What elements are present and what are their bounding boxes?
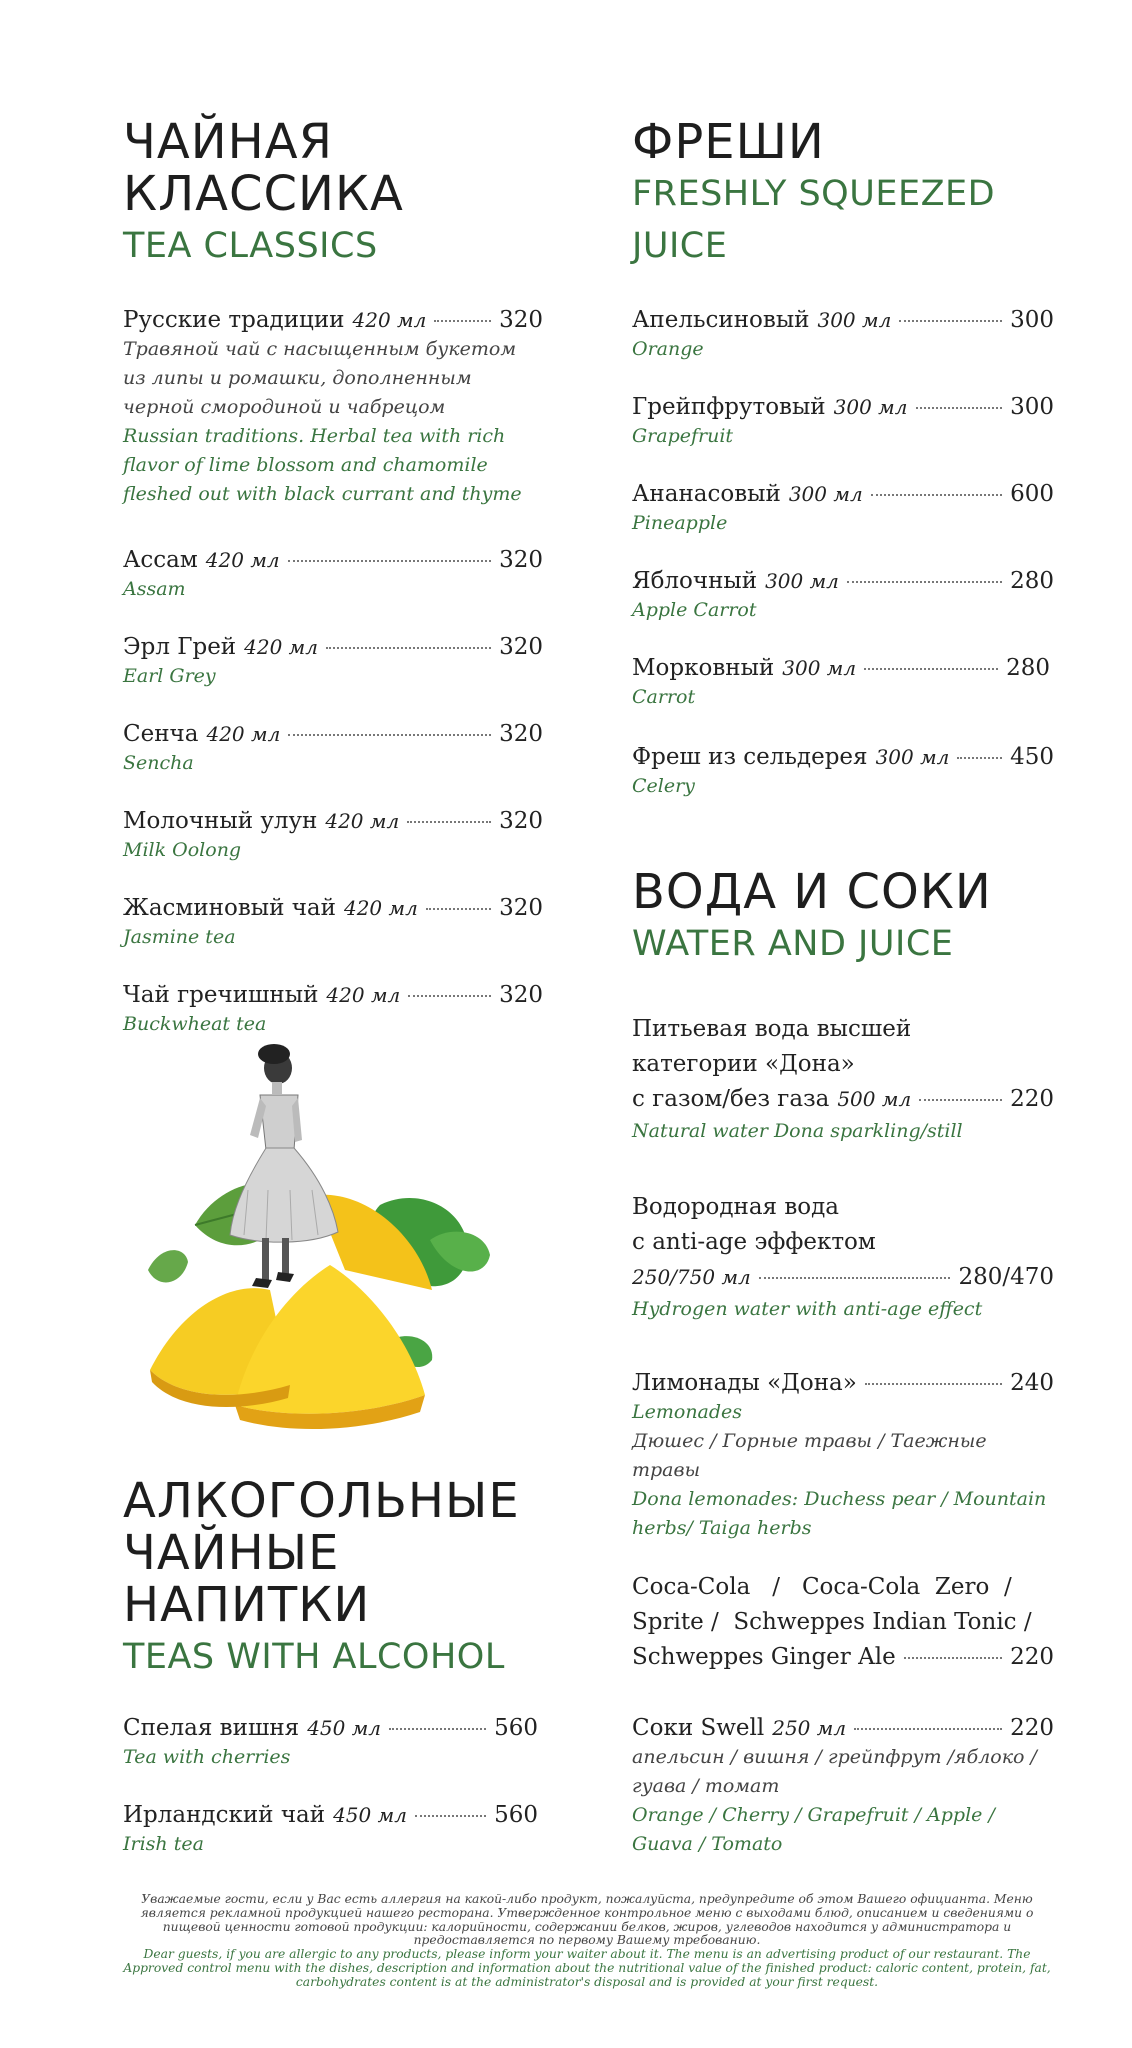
item-name: Русские традиции: [123, 307, 345, 333]
item-name: Яблочный: [632, 568, 758, 594]
menu-item: [123, 633, 543, 690]
item-name: Апельсиновый: [632, 307, 810, 333]
leader-dots: [415, 1815, 486, 1817]
item-flavors-ru: Дюшес / Горные травы / Таежные травы: [632, 1430, 987, 1481]
section-title-ru: ЧАЙНЫЕ: [123, 1525, 340, 1581]
fresh-juice-heading: [632, 116, 1054, 272]
leader-dots: [864, 668, 998, 670]
item-name-en: Apple Carrot: [632, 599, 757, 621]
item-name-en: Assam: [123, 578, 186, 600]
item-name-en: Sencha: [123, 752, 194, 774]
item-volume: 420 мл: [244, 635, 318, 659]
item-volume: 250 мл: [772, 1716, 847, 1740]
item-name: Ананасовый: [632, 481, 781, 507]
item-flavors-ru: апельсин / вишня / грейпфрут /яблоко / гуава / томат: [632, 1746, 1037, 1797]
item-name: Грейпфрутовый: [632, 394, 826, 420]
woman-bodice: [260, 1095, 298, 1150]
item-price: 600: [1010, 481, 1054, 507]
section-title-en: FRESHLY SQUEEZED: [632, 174, 996, 214]
item-volume: 420 мл: [343, 896, 418, 920]
item-name-en: Carrot: [632, 686, 696, 708]
menu-item: [632, 1570, 1054, 1675]
item-volume: 420 мл: [325, 809, 400, 833]
item-volume: 450 мл: [307, 1716, 382, 1740]
item-name-en: Orange: [632, 338, 704, 360]
item-price: 320: [499, 808, 543, 834]
item-name: Чай гречишный: [123, 982, 319, 1008]
tea-classics-heading: [123, 116, 543, 272]
item-volume: 420 мл: [352, 308, 427, 332]
item-name-en: Lemonades: [632, 1401, 743, 1423]
item-price: 220: [1010, 1644, 1054, 1670]
item-price: 560: [494, 1715, 538, 1741]
item-name-en: Pineapple: [632, 512, 728, 534]
item-name-en: Jasmine tea: [123, 926, 236, 948]
item-name: Водородная вода: [632, 1194, 840, 1220]
item-name: Schweppes Ginger Ale: [632, 1644, 896, 1670]
item-volume: 420 мл: [326, 983, 401, 1007]
item-price: 320: [499, 307, 543, 333]
item-description-en: Russian traditions. Herbal tea with rich flavor of lime blossom and chamomile fleshed out with black currant and thyme: [123, 425, 522, 505]
item-name: Ирландский чай: [123, 1802, 326, 1828]
menu-item: [123, 306, 543, 509]
item-name: Морковный: [632, 655, 775, 681]
item-price: 300: [1010, 307, 1054, 333]
leader-dots: [919, 1099, 1002, 1101]
item-name: Молочный улун: [123, 808, 318, 834]
section-title-ru: КЛАССИКА: [123, 166, 404, 222]
leader-dots: [847, 581, 1002, 583]
section-title-en: JUICE: [632, 226, 728, 266]
menu-item: [632, 1714, 1054, 1859]
woman-skirt: [230, 1148, 338, 1242]
leader-dots: [288, 560, 491, 562]
item-name: Соки Swell: [632, 1715, 765, 1741]
leader-dots: [904, 1657, 1002, 1659]
section-title-en: TEAS WITH ALCOHOL: [123, 1637, 505, 1677]
menu-item: [123, 807, 543, 864]
menu-item: [632, 480, 1054, 537]
menu-item: [632, 1190, 1054, 1323]
section-title-en: TEA CLASSICS: [123, 226, 378, 266]
item-name: Сенча: [123, 721, 199, 747]
leaf-small: [148, 1250, 188, 1282]
item-volume: 300 мл: [788, 482, 863, 506]
menu-item: [632, 1012, 1054, 1145]
disclaimer-en: Dear guests, if you are allergic to any products, please inform your waiter about it. The menu is an advertising product of our restaurant. The Approved control menu with the dishes, description and information about the nutritional value of the finished product: caloric content, protein, fat, carbohydrates content is at the administrator's disposal and is provided at your first request.: [123, 1947, 1051, 1989]
item-name: с anti-age эффектом: [632, 1229, 876, 1255]
item-price: 220: [1010, 1086, 1054, 1112]
pineapple-woman-illustration: [140, 1040, 520, 1470]
item-volume: 420 мл: [205, 548, 280, 572]
item-name-en: Hydrogen water with anti-age effect: [632, 1298, 983, 1320]
item-price: 320: [499, 634, 543, 660]
item-name: Sprite / Schweppes Indian Tonic /: [632, 1609, 1032, 1635]
item-price: 240: [1010, 1370, 1054, 1396]
item-volume: 300 мл: [782, 656, 857, 680]
leader-dots: [899, 320, 1002, 322]
item-name: Эрл Грей: [123, 634, 237, 660]
item-name-en: Grapefruit: [632, 425, 734, 447]
item-flavors-en: Dona lemonades: Duchess pear / Mountain herbs/ Taiga herbs: [632, 1488, 1047, 1539]
item-name: Coca-Cola / Coca-Cola Zero /: [632, 1574, 1012, 1600]
section-title-ru: НАПИТКИ: [123, 1577, 371, 1633]
item-name: с газом/без газа: [632, 1086, 830, 1112]
leader-dots: [434, 320, 491, 322]
menu-item: [632, 654, 1050, 711]
item-price: 320: [499, 547, 543, 573]
menu-item: [123, 894, 543, 951]
leader-dots: [407, 821, 491, 823]
leader-dots: [326, 647, 491, 649]
menu-item: [632, 393, 1054, 450]
item-name: Жасминовый чай: [123, 895, 336, 921]
item-name: Ассам: [123, 547, 198, 573]
leader-dots: [854, 1728, 1002, 1730]
item-price: 320: [499, 895, 543, 921]
item-price: 280: [1006, 655, 1050, 681]
leader-dots: [408, 995, 491, 997]
item-price: 300: [1010, 394, 1054, 420]
item-volume: 300 мл: [817, 308, 892, 332]
menu-item: [632, 306, 1054, 363]
menu-item: [123, 1714, 538, 1771]
item-flavors-en: Orange / Cherry / Grapefruit / Apple / Guava / Tomato: [632, 1804, 995, 1855]
menu-item: [123, 720, 543, 777]
section-title-ru: ВОДА И СОКИ: [632, 864, 992, 920]
allergy-disclaimer: [122, 1893, 1052, 1990]
section-title-ru: ФРЕШИ: [632, 114, 825, 170]
menu-item: [632, 1369, 1054, 1543]
item-name: Лимонады «Дона»: [632, 1370, 857, 1396]
item-volume: 300 мл: [875, 745, 950, 769]
leader-dots: [871, 494, 1002, 496]
menu-item: [123, 546, 543, 603]
section-title-en: WATER AND JUICE: [632, 924, 954, 964]
item-name-en: Milk Oolong: [123, 839, 242, 861]
item-name-en: Tea with cherries: [123, 1746, 291, 1768]
menu-item: [632, 743, 1054, 800]
item-description-ru: Травяной чай с насыщенным букетом из липы и ромашки, дополненным черной смородиной и чабрецом: [123, 338, 517, 418]
item-name: Фреш из сельдерея: [632, 744, 868, 770]
item-price: 450: [1010, 744, 1054, 770]
item-name-en: Irish tea: [123, 1833, 204, 1855]
woman-legs: [262, 1238, 269, 1280]
illustration-image: [140, 1040, 520, 1470]
item-price: 220: [1010, 1715, 1054, 1741]
leader-dots: [288, 734, 491, 736]
item-name-en: Buckwheat tea: [123, 1013, 267, 1035]
item-volume: 300 мл: [765, 569, 839, 593]
item-price: 560: [494, 1802, 538, 1828]
leader-dots: [916, 407, 1003, 409]
disclaimer-ru: Уважаемые гости, если у Вас есть аллергия на какой-либо продукт, пожалуйста, предупредите об этом Вашего официанта. Меню является рекламной продукцией нашего ресторана. Утвержденное контрольное меню с выходами блюд, описанием и сведениями о пищевой ценности готовой продукции: калорийности, содержании белков, жиров, углеводов находится у администратора и предоставляется по первому Вашему требованию.: [140, 1892, 1034, 1948]
leader-dots: [759, 1277, 951, 1279]
item-volume: 420 мл: [206, 722, 281, 746]
section-title-ru: ЧАЙНАЯ: [123, 114, 333, 170]
item-name: Питьевая вода высшей: [632, 1016, 912, 1042]
item-name-en: Celery: [632, 775, 695, 797]
menu-item: [123, 981, 543, 1038]
menu-item: [123, 1801, 538, 1858]
menu-item: [632, 567, 1054, 624]
item-volume: 450 мл: [333, 1803, 407, 1827]
item-price: 280/470: [958, 1264, 1054, 1290]
item-name-en: Earl Grey: [123, 665, 216, 687]
item-price: 280: [1010, 568, 1054, 594]
section-title-ru: АЛКОГОЛЬНЫЕ: [123, 1473, 520, 1529]
leader-dots: [865, 1383, 1002, 1385]
alcohol-teas-heading: [123, 1475, 553, 1683]
item-volume: 300 мл: [833, 395, 908, 419]
leader-dots: [389, 1728, 486, 1730]
item-price: 320: [499, 721, 543, 747]
item-name-en: Natural water Dona sparkling/still: [632, 1120, 963, 1142]
leader-dots: [426, 908, 491, 910]
item-volume: 500 мл: [837, 1087, 912, 1111]
item-name: Спелая вишня: [123, 1715, 300, 1741]
water-juice-heading: [632, 866, 1054, 970]
item-price: 320: [499, 982, 543, 1008]
item-name: категории «Дона»: [632, 1051, 855, 1077]
leader-dots: [957, 757, 1002, 759]
item-volume: 250/750 мл: [632, 1265, 751, 1289]
